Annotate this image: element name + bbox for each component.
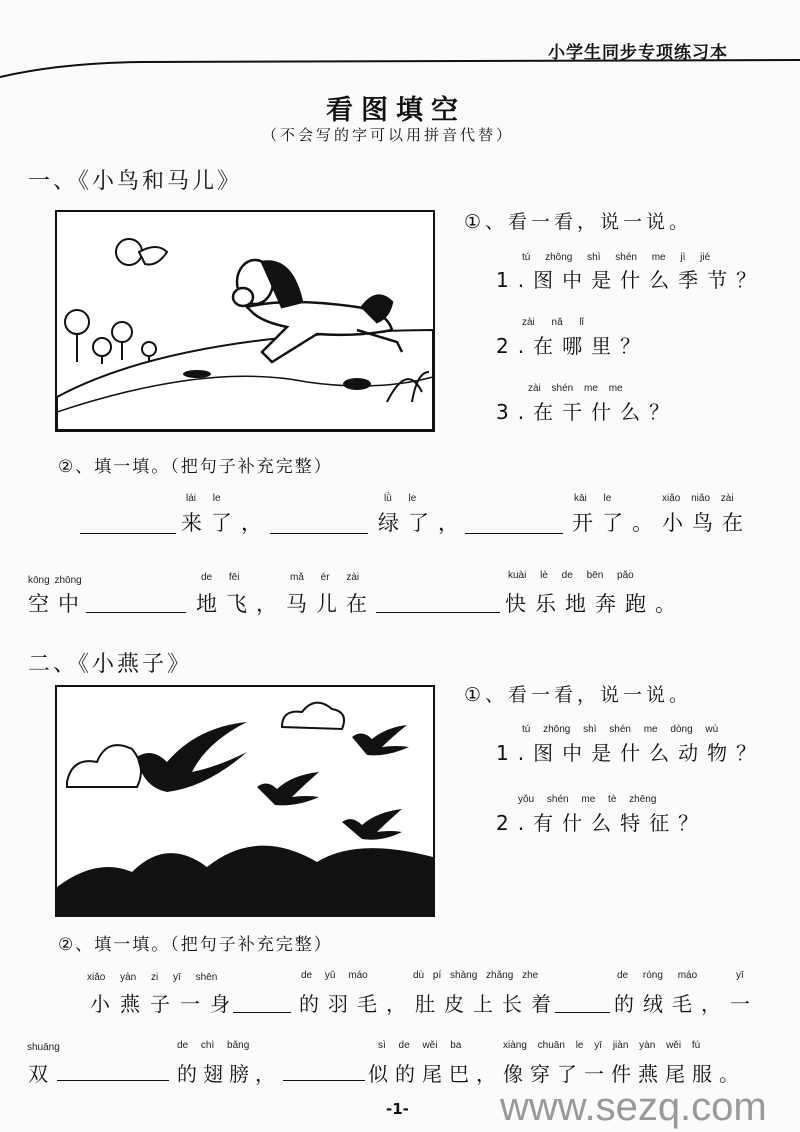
answer-blank[interactable] [86, 612, 186, 613]
s2-q2-title: ②、填一填。（把句子补充完整） [58, 935, 333, 955]
horse-bird-picture [57, 212, 433, 430]
s2-question-1: 1.图中是什么动物？ [496, 741, 766, 765]
pinyin: kuài lè de bēn pǎo [508, 570, 634, 581]
page-number: -1- [386, 1100, 409, 1118]
swallows-illustration [55, 685, 435, 917]
s1-question-3: 3.在干什么？ [496, 400, 679, 424]
watermark: www.sezq.com [500, 1085, 767, 1129]
pinyin: de fēi [201, 572, 240, 583]
page-subtitle: （不会写的字可以用拼音代替） [262, 126, 515, 144]
pinyin: lǜ le [384, 493, 417, 504]
pinyin: kāi le [574, 493, 612, 504]
s1-q1-pinyin: tú zhōng shì shén me jì jié [522, 252, 711, 263]
header-divider [0, 55, 800, 85]
answer-blank[interactable] [555, 1012, 610, 1013]
pinyin: xiǎo niǎo zài [662, 493, 734, 504]
s1-q2-title: ②、填一填。（把句子补充完整） [58, 457, 333, 477]
pinyin: dù pí shàng zhǎng zhe [413, 970, 539, 981]
sentence-text: 来了， [181, 511, 271, 535]
series-title: 小学生同步专项练习本 [548, 43, 728, 63]
sentence-text: 的羽毛，肚皮上长着 [299, 992, 560, 1016]
sentence-text: 开了。小鸟在 [572, 511, 752, 535]
answer-blank[interactable] [465, 533, 563, 534]
pinyin: sì de wěi ba [378, 1040, 462, 1051]
answer-blank[interactable] [376, 612, 500, 613]
s1-question-1: 1.图中是什么季节？ [496, 268, 766, 292]
s1-q2-pinyin: zài nǎ lǐ [522, 317, 584, 328]
swallows-picture [57, 687, 433, 915]
sentence-text: 小燕子一身 [90, 992, 240, 1016]
s2-q1-title: ①、看一看，说一说。 [464, 684, 693, 706]
answer-blank[interactable] [283, 1080, 365, 1081]
page-title: 看图填空 [326, 95, 466, 126]
s2-q1-pinyin: tú zhōng shì shén me dòng wù [522, 724, 719, 735]
section2-heading: 二、《小燕子》 [28, 652, 193, 677]
section1-heading: 一、《小鸟和马儿》 [28, 169, 243, 194]
sentence-text: 空中 [28, 592, 88, 616]
pinyin: kōng zhōng [28, 575, 82, 586]
sentence-text: 似的尾巴，像穿了一件燕尾服。 [368, 1062, 746, 1086]
pinyin: lái le [186, 493, 221, 504]
answer-blank[interactable] [80, 533, 176, 534]
sentence-text: 绿了， [378, 511, 468, 535]
s1-q1-title: ①、看一看，说一说。 [464, 211, 693, 233]
swallow-icon [137, 722, 409, 840]
s2-question-2: 2.有什么特征？ [496, 811, 708, 835]
pinyin: xiǎo yàn zi yī shēn [87, 972, 218, 983]
pinyin: shuāng [27, 1042, 60, 1053]
sentence-text: 的绒毛，一 [614, 992, 759, 1016]
answer-blank[interactable] [57, 1080, 169, 1081]
horse-bird-illustration [55, 210, 435, 432]
trees-icon [65, 310, 156, 364]
sentence-text: 双 [28, 1062, 57, 1086]
pinyin: yī [736, 970, 744, 981]
answer-blank[interactable] [270, 533, 368, 534]
pinyin: de róng máo [617, 970, 698, 981]
bird-icon [116, 239, 167, 265]
s2-q2-pinyin: yǒu shén me tè zhēng [518, 794, 657, 805]
s1-question-2: 2.在哪里？ [496, 334, 650, 358]
pinyin: xiàng chuān le yī jiàn yàn wěi fú [503, 1040, 701, 1051]
s1-q3-pinyin: zài shén me me [528, 383, 623, 394]
pinyin: mǎ ér zài [290, 572, 360, 583]
sentence-text: 快乐地奔跑。 [505, 592, 685, 616]
sentence-text: 的翅膀， [177, 1062, 281, 1086]
answer-blank[interactable] [233, 1012, 291, 1013]
pinyin: de chì bǎng [177, 1040, 250, 1051]
sentence-text: 地飞，马儿在 [196, 592, 376, 616]
pinyin: de yǔ máo [301, 970, 368, 981]
